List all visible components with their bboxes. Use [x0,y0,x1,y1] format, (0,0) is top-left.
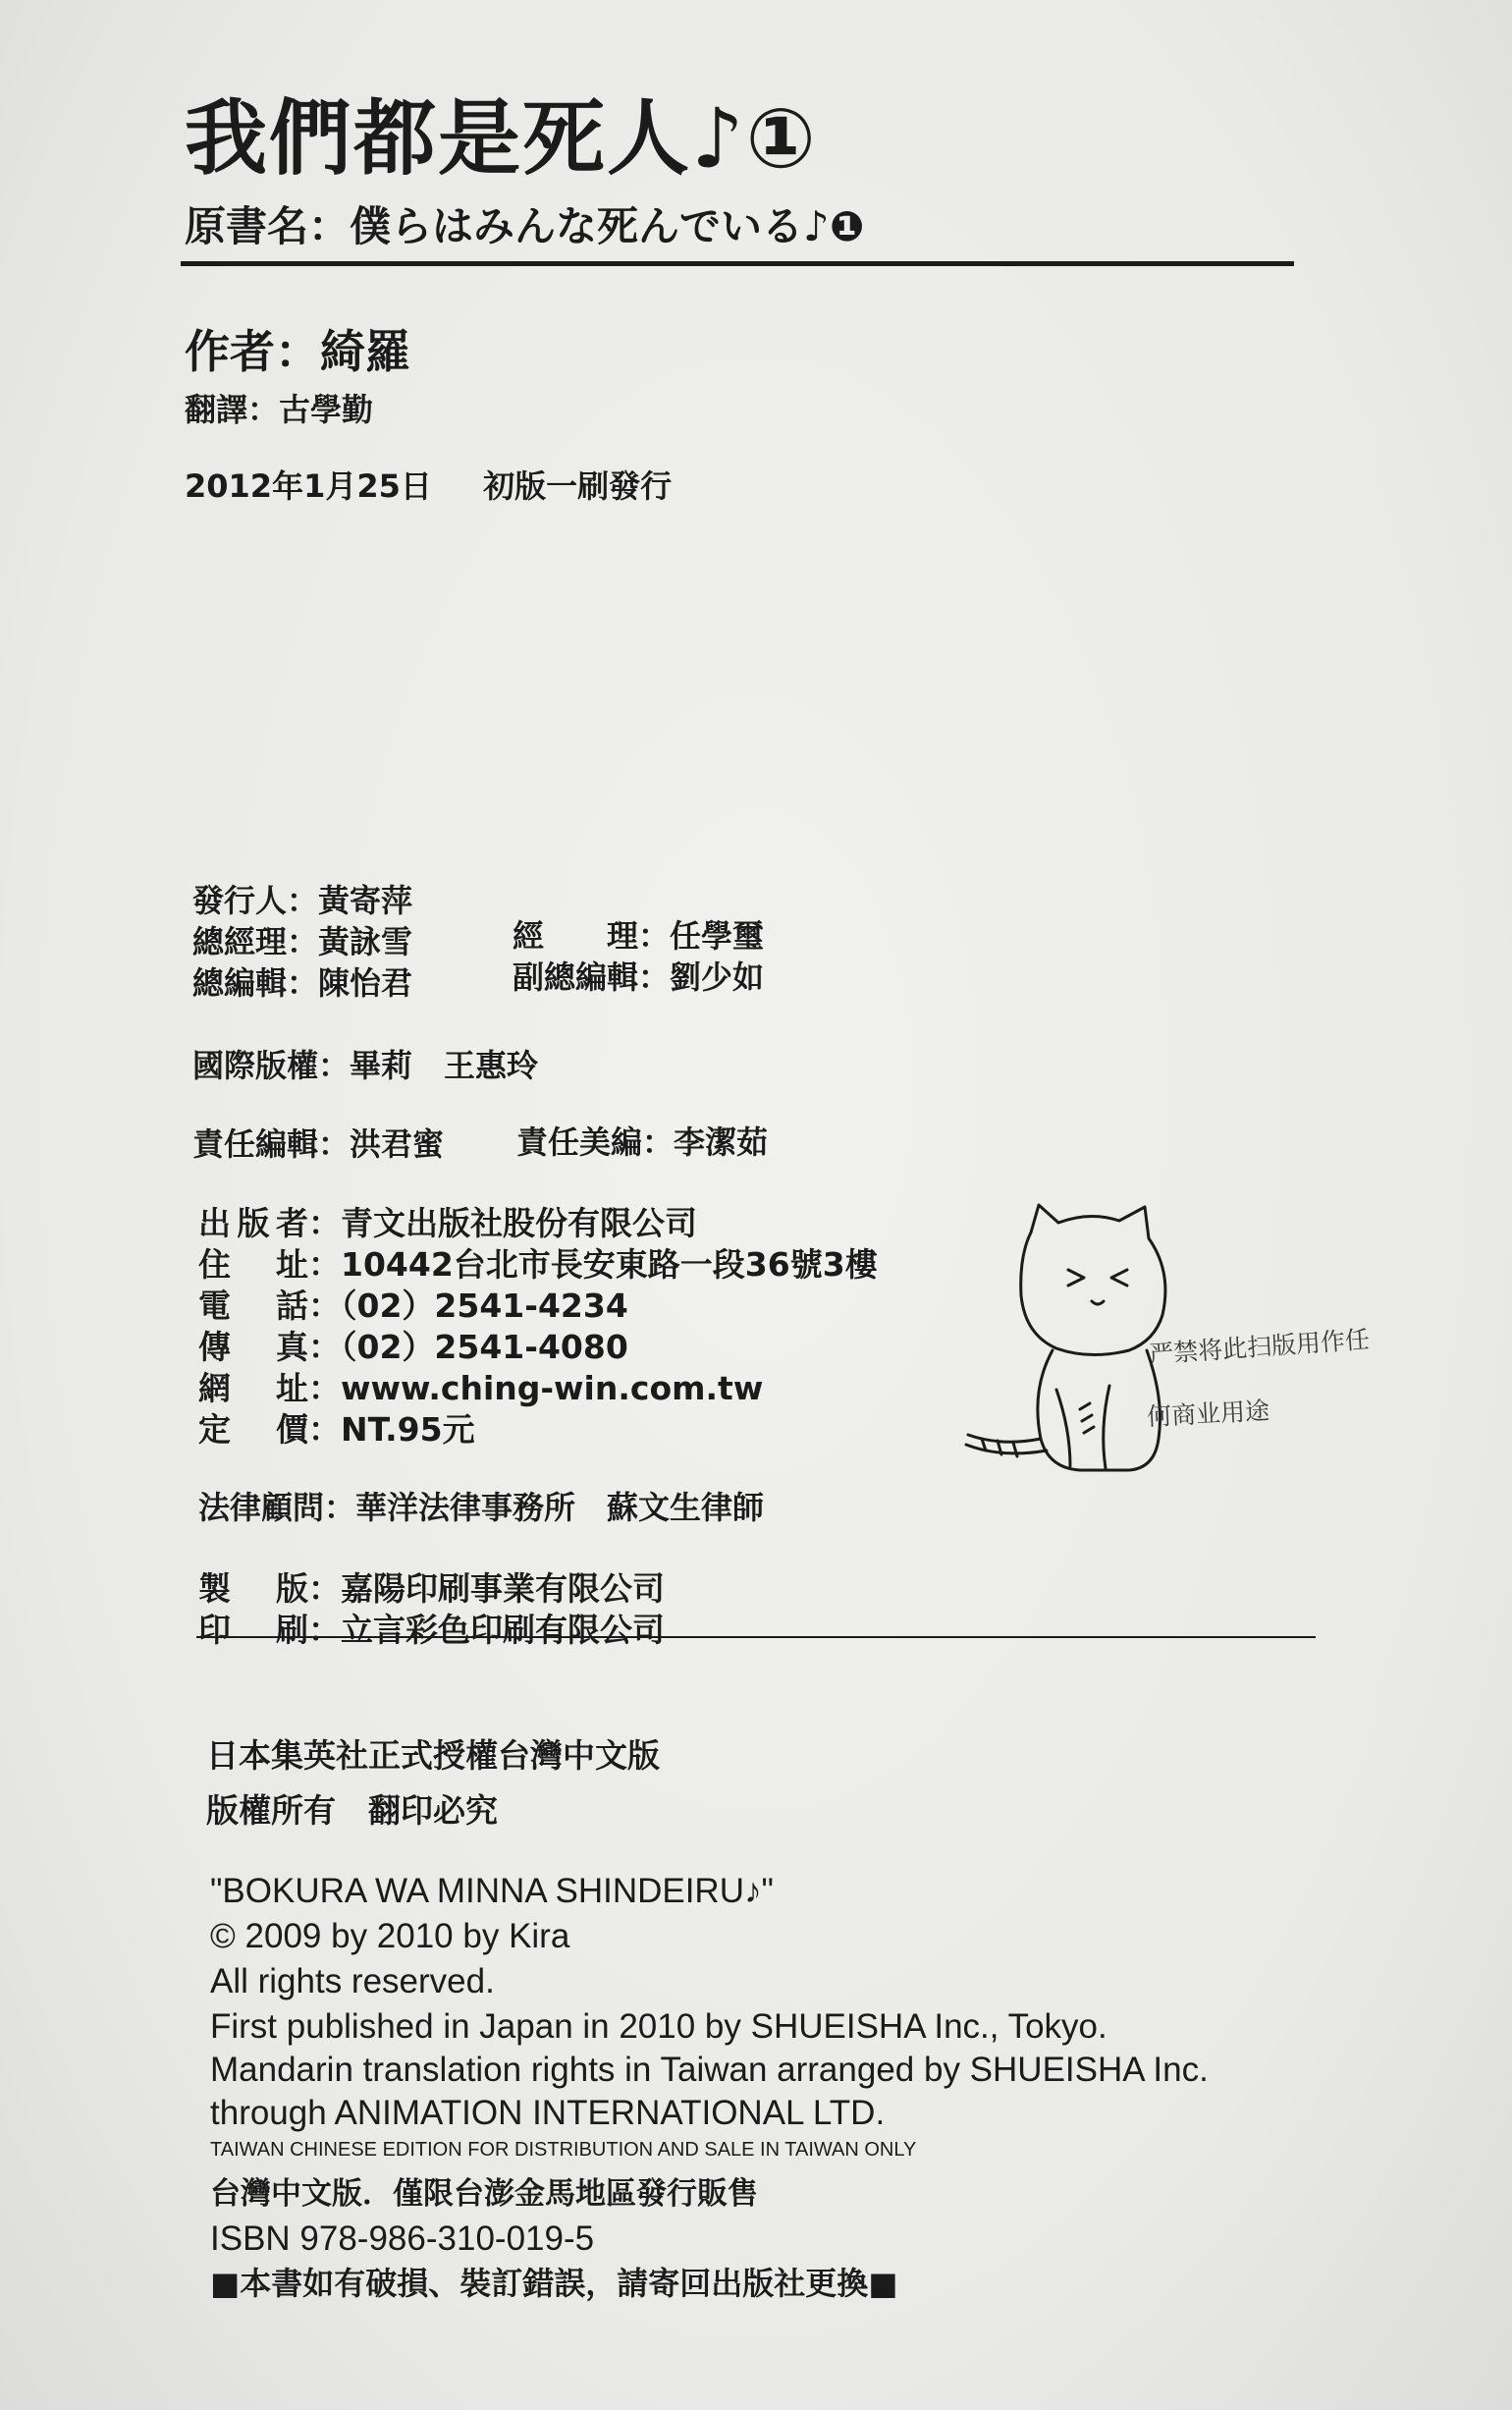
phone-row: 電話：（02）2541-4234 [198,1281,628,1327]
isbn: ISBN 978-986-310-019-5 [210,2219,595,2258]
english-reserved: All rights reserved. [210,1962,495,2000]
chief-editor: 總編輯：陳怡君 [192,964,413,1002]
printing-row: 印刷：立言彩色印刷有限公司 [198,1605,665,1651]
price-label: 定價 [198,1410,308,1449]
english-copyright: © 2009 by 2010 by Kira [210,1917,570,1955]
english-edition-only: TAIWAN CHINESE EDITION FOR DISTRIBUTION AND SALE IN TAIWAN ONLY [210,2139,917,2161]
original-title: 僕らはみんな死んでいる♪❶ [350,202,865,250]
publisher-person: 發行人：黃寄萍 [192,882,413,919]
publisher-row: 出版者：青文出版社股份有限公司 [198,1198,697,1244]
bottom-divider [196,1636,1316,1638]
rights-line: 版權所有 翻印必究 [206,1791,498,1830]
responsible-editor: 責任編輯：洪君蜜 [192,1125,445,1163]
scan-note-line2: 何商业用途 [1146,1396,1270,1432]
taiwan-only-line: 台灣中文版．僅限台澎金馬地區發行販售 [210,2176,758,2212]
phone-label: 電話 [198,1287,308,1325]
author-line: 作者：綺羅 [185,325,410,378]
printing-value: 立言彩色印刷有限公司 [341,1611,665,1649]
publisher-value: 青文出版社股份有限公司 [341,1204,697,1242]
printing-label: 印刷 [198,1611,308,1649]
english-original-title: "BOKURA WA MINNA SHINDEIRU♪" [210,1872,774,1910]
publisher-label: 出版者 [198,1204,308,1242]
responsible-art-editor: 責任美編：李潔茹 [516,1123,769,1161]
manager: 經 理：任學璽 [513,917,765,955]
address-row: 住址：10442台北市長安東路一段36號3樓 [198,1239,878,1286]
website-row: 網址：www.ching-win.com.tw [198,1363,763,1409]
plate-making-label: 製版 [198,1569,308,1608]
english-mandarin-rights: Mandarin translation rights in Taiwan arranged by SHUEISHA Inc. [210,2051,1209,2089]
price-value: NT.95元 [341,1410,475,1449]
top-divider [181,261,1294,266]
edition-line [185,462,672,507]
damage-notice: ■本書如有破損、裝訂錯誤，請寄回出版社更換■ [210,2265,898,2302]
translator-line: 翻譯：古學勤 [185,391,374,428]
general-manager: 總經理：黃詠雪 [192,923,413,960]
price-row: 定價：NT.95元 [198,1404,475,1451]
license-line: 日本集英社正式授權台灣中文版 [206,1736,660,1775]
phone-value: （02）2541-4234 [341,1287,628,1325]
fax-row: 傳真：（02）2541-4080 [198,1322,628,1368]
plate-making-row: 製版：嘉陽印刷事業有限公司 [198,1563,665,1610]
original-title-label: 原書名： [185,202,351,250]
edition-note: 初版一刷發行 [483,467,673,505]
edition-date: 2012年1月25日 [185,467,432,505]
legal-advisor: 法律顧問：華洋法律事務所 蘇文生律師 [198,1489,765,1526]
english-first-published: First published in Japan in 2010 by SHUEISHA Inc., Tokyo. [210,2007,1107,2046]
website-label: 網址 [198,1369,308,1407]
address-value: 10442台北市長安東路一段36號3樓 [341,1245,878,1284]
original-title-line [185,194,864,253]
address-label: 住址 [198,1245,308,1284]
plate-making-value: 嘉陽印刷事業有限公司 [341,1569,665,1608]
book-title: 我們都是死人♪① [185,90,818,187]
international-rights: 國際版權：畢莉 王惠玲 [192,1047,539,1084]
scan-note-line1: 严禁将此扫版用作任 [1148,1325,1371,1369]
english-through: through ANIMATION INTERNATIONAL LTD. [210,2094,886,2132]
fax-label: 傳真 [198,1328,308,1366]
deputy-chief-editor: 副總編輯：劉少如 [513,959,765,996]
fax-value: （02）2541-4080 [341,1328,628,1366]
website-value: www.ching-win.com.tw [341,1369,764,1407]
